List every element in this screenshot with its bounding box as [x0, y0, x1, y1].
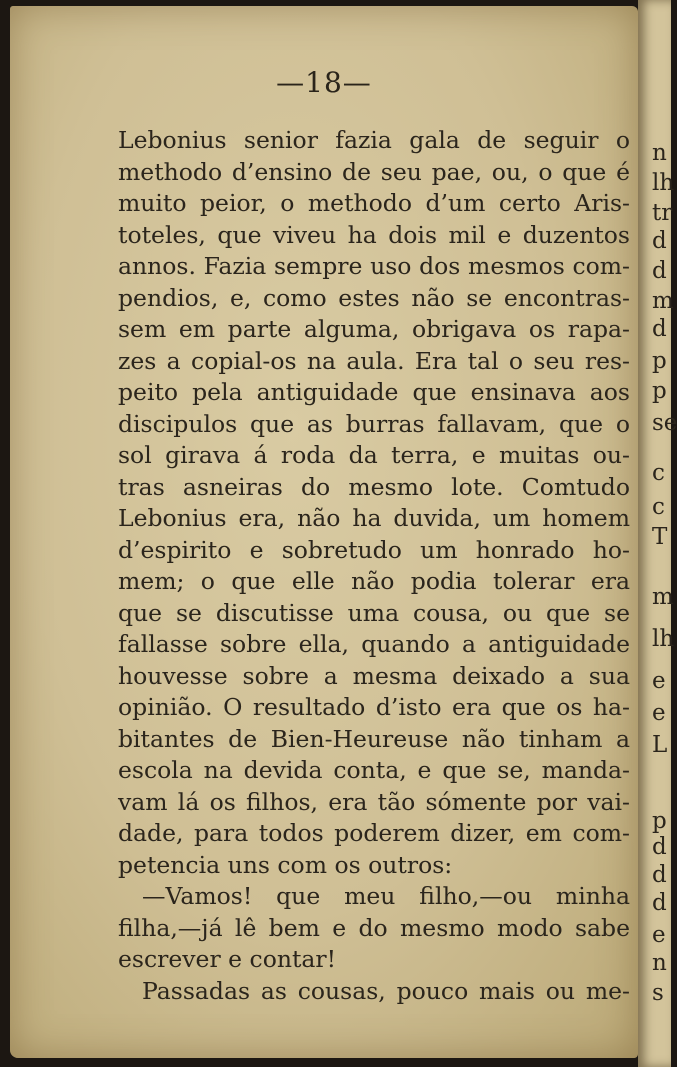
adjacent-page-fragment: n [652, 950, 667, 976]
adjacent-page-fragment: d [652, 862, 667, 888]
text-line: petencia uns com os outros: [118, 850, 453, 879]
text-line: d’espirito e sobretudo um honrado ho- [118, 535, 630, 564]
text-line: zes a copial-os na aula. Era tal o seu res- [118, 346, 630, 375]
text-line: mem; o que elle não podia tolerar era [118, 567, 630, 595]
text-line: sem em parte alguma, obrigava os rapa- [118, 315, 630, 343]
text-line: —Vamos! que meu filho,—ou minha [142, 882, 630, 910]
text-line: annos. Fazia sempre uso dos mesmos com- [118, 252, 630, 280]
adjacent-page-fragment: L [652, 732, 668, 758]
text-line: escrever e contar! [118, 945, 337, 973]
adjacent-page-fragment: T [652, 524, 668, 550]
text-line: dade, para todos poderem dizer, em com- [118, 819, 630, 847]
adjacent-page-fragment: d [652, 834, 667, 860]
adjacent-page-fragment: m [652, 288, 674, 314]
adjacent-page-fragment: d [652, 890, 667, 916]
text-line: fallasse sobre ella, quando a antiguidade [118, 630, 630, 658]
text-line: Passadas as cousas, pouco mais ou me- [142, 976, 630, 1005]
text-line: filha,—já lê bem e do mesmo modo sabe [118, 913, 630, 942]
adjacent-page-fragment: lh [652, 626, 675, 652]
text-line: escola na devida conta, e que se, manda- [118, 756, 630, 784]
adjacent-page-fragment: tr [652, 200, 673, 226]
text-line: opinião. O resultado d’isto era que os ha- [118, 693, 630, 721]
adjacent-page-fragment: d [652, 228, 667, 254]
adjacent-page-fragment: e [652, 700, 666, 726]
adjacent-page-fragment: c [652, 460, 665, 486]
adjacent-page-fragment: d [652, 258, 667, 284]
text-line: muito peior, o methodo d’um certo Aris- [118, 189, 630, 217]
body-text [118, 125, 630, 1007]
adjacent-page-fragment: s [652, 980, 664, 1006]
adjacent-page-fragment: e [652, 922, 666, 948]
adjacent-page-fragment: p [652, 378, 667, 404]
text-line: discipulos que as burras fallavam, que o [118, 409, 630, 438]
text-line: toteles, que viveu ha dois mil e duzentos [118, 220, 630, 249]
text-line: tras asneiras do mesmo lote. Comtudo [118, 472, 630, 501]
book-page [10, 6, 638, 1058]
text-line: Lebonius senior fazia gala de seguir o [118, 126, 630, 154]
adjacent-page-fragment: lh [652, 170, 675, 196]
text-line: houvesse sobre a mesma deixado a sua [118, 661, 630, 690]
text-line: peito pela antiguidade que ensinava aos [118, 378, 630, 406]
text-line: Lebonius era, não ha duvida, um homem [118, 504, 630, 532]
page-number: —18— [276, 66, 372, 99]
text-line: vam lá os filhos, era tão sómente por vai- [118, 787, 630, 816]
adjacent-page-fragment: m [652, 584, 674, 610]
adjacent-page-fragment: se [652, 410, 677, 436]
text-line: que se discutisse uma cousa, ou que se [118, 598, 630, 627]
adjacent-page-fragment: p [652, 348, 667, 374]
adjacent-page-fragment: d [652, 316, 667, 342]
adjacent-page-fragment: n [652, 140, 667, 166]
adjacent-page-fragment: p [652, 808, 667, 834]
adjacent-page-fragment: e [652, 668, 666, 694]
adjacent-page-fragment: c [652, 494, 665, 520]
text-line: sol girava á roda da terra, e muitas ou- [118, 441, 630, 469]
text-line: methodo d’ensino de seu pae, ou, o que é [118, 157, 630, 186]
text-line: pendios, e, como estes não se encontras- [118, 283, 630, 312]
text-line: bitantes de Bien-Heureuse não tinham a [118, 724, 630, 753]
adjacent-page-edge [638, 0, 677, 1067]
